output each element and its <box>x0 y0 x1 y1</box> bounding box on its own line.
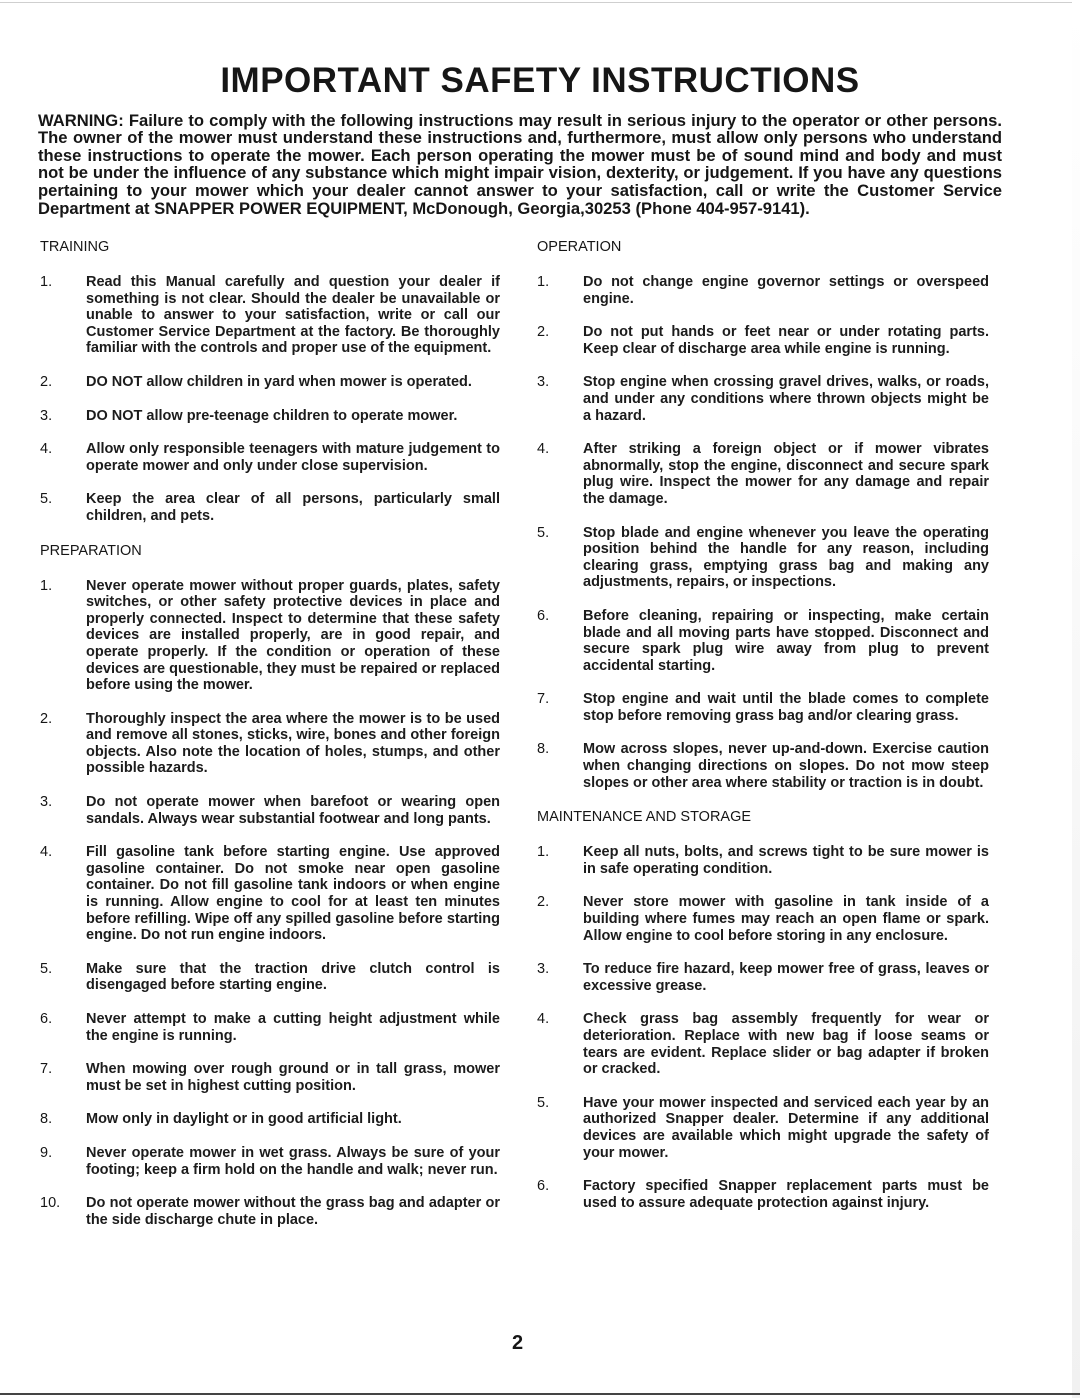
item-text: Do not change engine governor settings or overspeed engine. <box>583 274 989 307</box>
item-number: 6. <box>40 1011 53 1027</box>
list-item <box>537 525 989 591</box>
item-number: 5. <box>40 960 53 977</box>
item-number: 3. <box>537 374 550 391</box>
item-number: 5. <box>40 491 53 508</box>
item-text: Never attempt to make a cutting height adjustment while the engine is running. <box>86 1011 500 1044</box>
list-item <box>537 1095 989 1161</box>
item-text: DO NOT allow children in yard when mower is operated. <box>86 373 472 390</box>
item-number: 4. <box>40 441 53 458</box>
item-text: Keep the area clear of all persons, particularly small children, and pets. <box>86 491 500 524</box>
list-item <box>537 374 989 424</box>
list-item <box>40 408 500 425</box>
list-item <box>537 1178 989 1211</box>
item-number: 2. <box>40 710 53 727</box>
item-number: 4. <box>537 441 550 458</box>
list-item <box>537 441 989 507</box>
item-number: 2. <box>537 894 550 911</box>
list-item <box>40 1195 500 1228</box>
item-number: 2. <box>537 324 550 341</box>
item-number: 1. <box>40 577 53 594</box>
item-text: Check grass bag assembly frequently for wear or deterioration. Replace with new bag if loose seams or tears are evident. Replace slider or bag adapter if broken or cracked. <box>583 1011 989 1078</box>
item-number: 1. <box>40 274 53 290</box>
section-maintenance-storage <box>537 808 989 1211</box>
right-column <box>537 238 989 1228</box>
item-number: 8. <box>537 741 550 758</box>
item-number: 1. <box>537 844 550 861</box>
item-text: Do not put hands or feet near or under rotating parts. Keep clear of discharge area while engine is running. <box>583 324 989 357</box>
page-number: 2 <box>512 1332 524 1354</box>
list-item <box>537 274 989 307</box>
list-item <box>537 608 989 674</box>
item-text: Read this Manual carefully and question your dealer if something is not clear. Should the dealer be unavailable or unable to answer to your satisfaction, write or call our Customer Service Department at the factory. Be thoroughly familiar with the controls and proper use of the equipment. <box>86 274 500 357</box>
section-heading: MAINTENANCE AND STORAGE <box>537 809 752 826</box>
item-text: Before cleaning, repairing or inspecting, make certain blade and all moving parts have stopped. Disconnect and secure spark plug wire away from plug to prevent accidental starting. <box>583 607 989 674</box>
list-item <box>40 1145 500 1178</box>
item-text: Never operate mower without proper guards, plates, safety switches, or other safety protective devices in place and properly connected. Inspect to determine that these safety devices are installed properly, are in good repair, and operate properly. If the condition or operation of these devices are questionable, they must be repaired or replaced before using the mower. <box>86 577 500 694</box>
item-text: Mow only in daylight or in good artificial light. <box>86 1111 402 1128</box>
item-text: Make sure that the traction drive clutch control is disengaged before starting engine. <box>86 960 500 994</box>
page-title: IMPORTANT SAFETY INSTRUCTIONS <box>220 61 860 101</box>
item-number: 3. <box>40 407 53 424</box>
list-item <box>537 1011 989 1077</box>
list-item <box>537 894 989 944</box>
item-number: 10. <box>40 1195 61 1212</box>
section-operation <box>537 238 989 791</box>
item-number: 3. <box>40 794 53 811</box>
list-item <box>40 274 500 357</box>
item-text: Have your mower inspected and serviced each year by an authorized Snapper dealer. Determine if any additional devices are available which might upgrade the safety of your mower. <box>583 1094 989 1161</box>
item-text: Do not operate mower when barefoot or wearing open sandals. Always wear substantial footwear and long pants. <box>86 794 500 827</box>
list-item <box>40 844 500 944</box>
list-item <box>40 441 500 474</box>
left-column <box>40 238 500 1245</box>
item-text: Stop engine and wait until the blade comes to complete stop before removing grass bag and/or clearing grass. <box>583 691 989 724</box>
section-training <box>40 238 500 525</box>
warning-paragraph: WARNING: Failure to comply with the following instructions may result in serious injury to the operator or other persons. The owner of the mower must understand these instructions and, furthermore, must allow only persons who understand these instructions to operate the mower. Each person operating the mower must be of sound mind and body and must not be under the influence of any substance which might impair vision, dexterity, or judgement. If you have any questions pertaining to your mower which your dealer cannot answer to your satisfaction, call or write the Customer Service Department at SNAPPER POWER EQUIPMENT, McDonough, Georgia,30253 (Phone 404-957-9141). <box>38 110 1002 218</box>
top-edge-line <box>0 2 1080 3</box>
list-item <box>40 961 500 994</box>
item-text: After striking a foreign object or if mower vibrates abnormally, stop the engine, disconnect and secure spark plug wire. Inspect the mower for any damage and repair the damage. <box>583 441 989 507</box>
item-text: Thoroughly inspect the area where the mower is to be used and remove all stones, sticks, wire, bones and other foreign objects. Also note the location of holes, stumps, and other possible hazards. <box>86 710 500 777</box>
item-text: Stop blade and engine whenever you leave the operating position behind the handle for any reason, including clearing grass, emptying grass bag and making any adjustments, repairs, or inspections. <box>583 524 989 591</box>
item-number: 3. <box>537 961 550 978</box>
item-text: Keep all nuts, bolts, and screws tight to be sure mower is in safe operating condition. <box>583 844 989 877</box>
list-item <box>40 374 500 391</box>
list-item <box>40 711 500 777</box>
item-number: 4. <box>537 1011 550 1028</box>
section-heading: TRAINING <box>40 239 110 255</box>
item-text: Never operate mower in wet grass. Always be sure of your footing; keep a firm hold on the handle and walk; never run. <box>86 1144 500 1178</box>
page-edge-shadow <box>1072 0 1080 1398</box>
item-text: Stop engine when crossing gravel drives, walks, or roads, and under any conditions where thrown objects might be a hazard. <box>583 374 989 424</box>
item-text: Do not operate mower without the grass bag and adapter or the side discharge chute in place. <box>86 1195 500 1228</box>
item-number: 5. <box>537 524 550 541</box>
list-item <box>537 961 989 994</box>
item-text: Factory specified Snapper replacement parts must be used to assure adequate protection against injury. <box>583 1178 989 1211</box>
list-item <box>40 1011 500 1044</box>
item-number: 7. <box>40 1061 53 1078</box>
list-item <box>40 578 500 694</box>
list-item <box>537 324 989 357</box>
item-number: 9. <box>40 1144 53 1161</box>
item-number: 2. <box>40 373 53 390</box>
list-item <box>40 491 500 524</box>
item-text: Allow only responsible teenagers with mature judgement to operate mower and only under close supervision. <box>86 441 500 474</box>
item-text: To reduce fire hazard, keep mower free of grass, leaves or excessive grease. <box>583 961 989 994</box>
item-number: 6. <box>537 1178 550 1195</box>
item-number: 6. <box>537 607 550 624</box>
list-item <box>40 794 500 827</box>
item-text: When mowing over rough ground or in tall grass, mower must be set in highest cutting position. <box>86 1061 500 1094</box>
section-heading: PREPARATION <box>40 542 142 559</box>
item-text: Mow across slopes, never up-and-down. Exercise caution when changing directions on slopes. Do not mow steep slopes or other area where stability or traction is in doubt. <box>583 741 989 791</box>
item-number: 7. <box>537 691 550 708</box>
list-item <box>40 1061 500 1094</box>
item-text: Never store mower with gasoline in tank inside of a building where fumes may reach an open flame or spark. Allow engine to cool before storing in any enclosure. <box>583 894 989 944</box>
item-text: Fill gasoline tank before starting engine. Use approved gasoline container. Do not smoke near open gasoline container. Do not fill gasoline tank indoors or when engine is running. Allow engine to cool for at least ten minutes before refilling. Wipe off any spilled gasoline before starting engine. Do not run engine indoors. <box>86 844 500 944</box>
list-item <box>40 1111 500 1128</box>
item-number: 5. <box>537 1094 550 1111</box>
list-item <box>537 844 989 877</box>
item-number: 8. <box>40 1111 53 1128</box>
section-heading: OPERATION <box>537 239 622 255</box>
item-number: 1. <box>537 274 550 290</box>
list-item <box>537 741 989 791</box>
item-number: 4. <box>40 844 53 861</box>
section-preparation <box>40 542 500 1229</box>
bottom-edge-line <box>0 1393 1080 1395</box>
list-item <box>537 691 989 724</box>
item-text: DO NOT allow pre-teenage children to operate mower. <box>86 407 458 424</box>
